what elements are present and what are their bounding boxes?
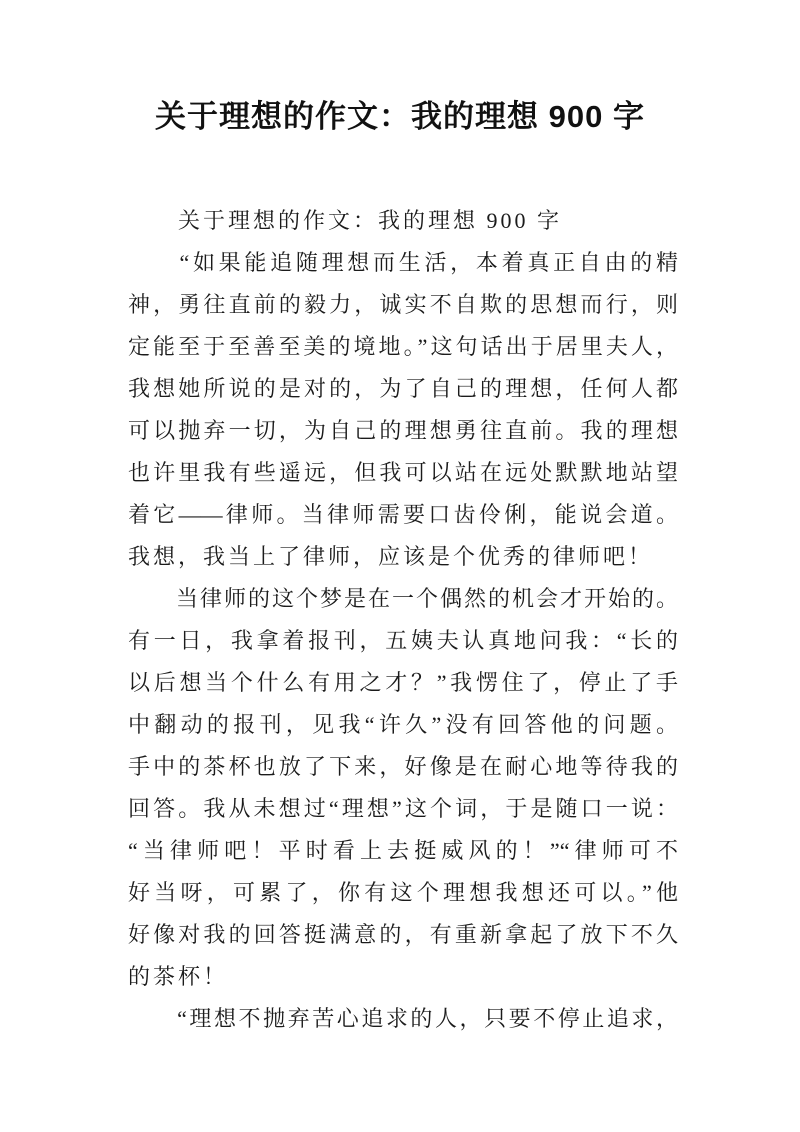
text-line: 我想她所说的是对的，为了自己的理想，任何人都 [128,376,678,401]
text-line: “理想不抛弃苦心追求的人，只要不停止追求， [128,1006,678,1031]
text-line: “当律师吧！平时看上去挺威风的！”“律师可不 [128,838,678,863]
text-line: 着它——律师。当律师需要口齿伶俐，能说会道。 [128,502,678,527]
text-line: 的茶杯！ [128,964,229,989]
text-line: 当律师的这个梦是在一个偶然的机会才开始的。 [128,586,678,611]
text-line: 神，勇往直前的毅力，诚实不自欺的思想而行，则 [128,292,678,317]
text-line: 回答。我从未想过“理想”这个词，于是随口一说： [128,796,678,821]
text-line: 以后想当个什么有用之才？”我愣住了，停止了手 [128,670,678,695]
text-line: 关于理想的作文：我的理想 900 字 [128,208,563,233]
text-line: 可以抛弃一切，为自己的理想勇往直前。我的理想 [128,418,678,443]
text-line: 好当呀，可累了，你有这个理想我想还可以。”他 [128,880,678,905]
essay-body [128,200,678,1040]
text-line: 中翻动的报刊，见我“许久”没有回答他的问题。 [128,712,678,737]
text-line: 定能至于至善至美的境地。”这句话出于居里夫人， [128,334,678,359]
text-line: “如果能追随理想而生活，本着真正自由的精 [128,250,678,275]
text-line: 手中的茶杯也放了下来，好像是在耐心地等待我的 [128,754,678,779]
text-line: 有一日，我拿着报刊，五姨夫认真地问我：“长的 [128,628,678,653]
text-line: 我想，我当上了律师，应该是个优秀的律师吧！ [128,544,654,569]
text-line: 也许里我有些遥远，但我可以站在远处默默地站望 [128,460,678,485]
text-line: 好像对我的回答挺满意的，有重新拿起了放下不久 [128,922,678,947]
page-title: 关于理想的作文：我的理想 900 字 [155,99,645,134]
